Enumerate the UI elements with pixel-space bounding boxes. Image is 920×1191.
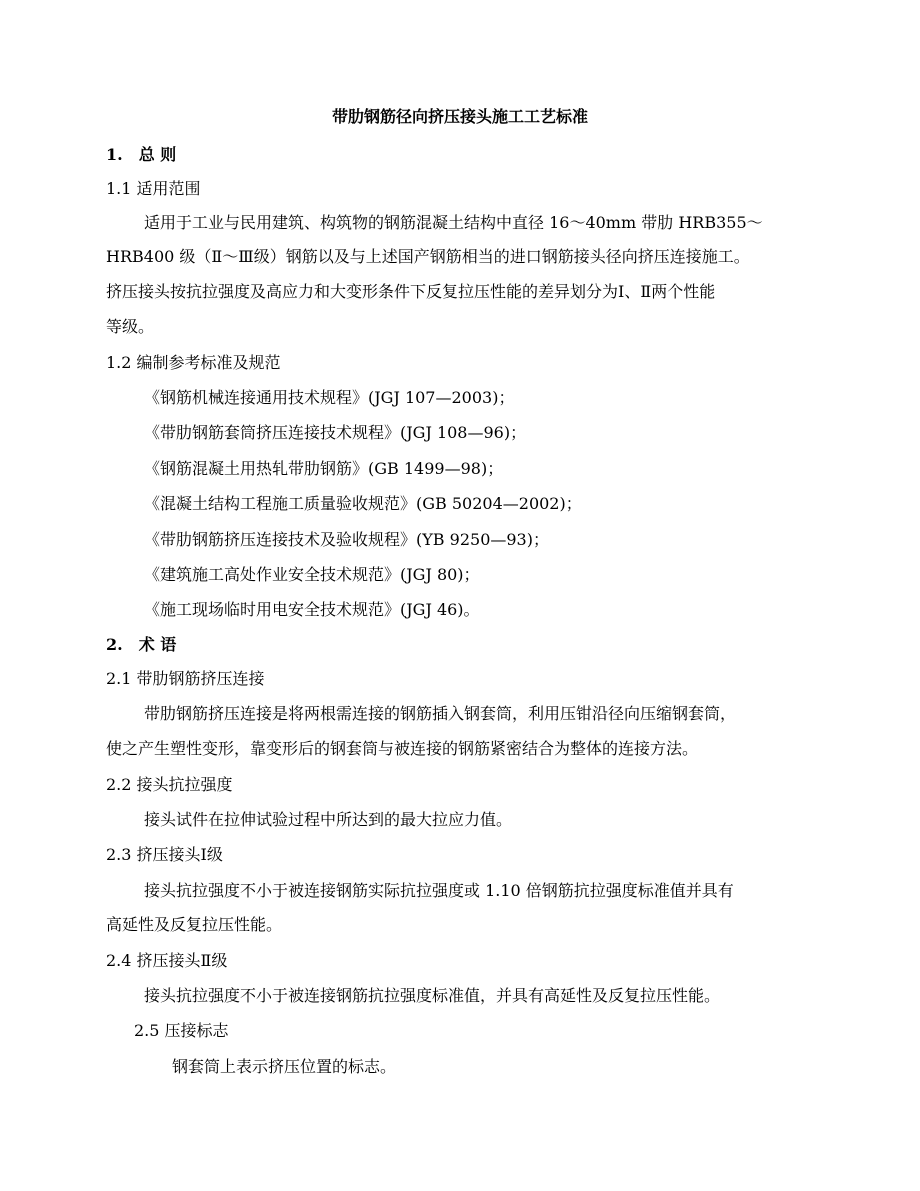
- reference-item: 《施工现场临时用电安全技术规范》(JGJ 46)。: [144, 600, 480, 619]
- reference-item: 《带肋钢筋套筒挤压连接技术规程》(JGJ 108—96)；: [144, 423, 527, 442]
- reference-item: 《带肋钢筋挤压连接技术及验收规程》(YB 9250—93)；: [144, 530, 549, 549]
- subsection-heading: 1.1 适用范围: [106, 179, 201, 198]
- paragraph-line: 使之产生塑性变形，靠变形后的钢套筒与被连接的钢筋紧密结合为整体的连接方法。: [106, 739, 699, 758]
- reference-item: 《钢筋混凝土用热轧带肋钢筋》(GB 1499—98)；: [144, 459, 504, 478]
- subsection-heading: 2.3 挤压接头Ⅰ级: [106, 845, 223, 864]
- reference-item: 《混凝土结构工程施工质量验收规范》(GB 50204—2002)；: [144, 494, 582, 513]
- subsection-heading: 2.1 带肋钢筋挤压连接: [106, 669, 265, 688]
- section-heading: 2. 术 语: [106, 635, 177, 654]
- document-title: 带肋钢筋径向挤压接头施工工艺标准: [331, 107, 588, 126]
- reference-item: 《钢筋机械连接通用技术规程》(JGJ 107—2003)；: [144, 388, 515, 407]
- subsection-heading: 1.2 编制参考标准及规范: [106, 353, 281, 372]
- section-heading: 1. 总 则: [106, 145, 177, 164]
- subsection-heading: 2.2 接头抗拉强度: [106, 775, 233, 794]
- subsection-heading: 2.4 挤压接头Ⅱ级: [106, 951, 228, 970]
- paragraph-line: 等级。: [106, 317, 155, 336]
- subsection-heading: 2.5 压接标志: [134, 1021, 229, 1040]
- paragraph-line: HRB400 级（Ⅱ～Ⅲ级）钢筋以及与上述国产钢筋相当的进口钢筋接头径向挤压连接施工。: [106, 247, 750, 266]
- paragraph-line: 接头抗拉强度不小于被连接钢筋抗拉强度标准值，并具有高延性及反复拉压性能。: [144, 986, 721, 1005]
- paragraph-line: 钢套筒上表示挤压位置的标志。: [172, 1057, 397, 1076]
- paragraph-line: 适用于工业与民用建筑、构筑物的钢筋混凝土结构中直径 16～40mm 带肋 HRB355～: [144, 213, 763, 232]
- paragraph-line: 挤压接头按抗拉强度及高应力和大变形条件下反复拉压性能的差异划分为Ⅰ、Ⅱ两个性能: [106, 282, 716, 301]
- paragraph-line: 接头试件在拉伸试验过程中所达到的最大拉应力值。: [144, 810, 513, 829]
- reference-item: 《建筑施工高处作业安全技术规范》(JGJ 80)；: [144, 565, 480, 584]
- paragraph-line: 带肋钢筋挤压连接是将两根需连接的钢筋插入钢套筒，利用压钳沿径向压缩钢套筒，: [144, 704, 737, 723]
- paragraph-line: 高延性及反复拉压性能。: [106, 915, 283, 934]
- paragraph-line: 接头抗拉强度不小于被连接钢筋实际抗拉强度或 1.10 倍钢筋抗拉强度标准值并具有: [144, 881, 734, 900]
